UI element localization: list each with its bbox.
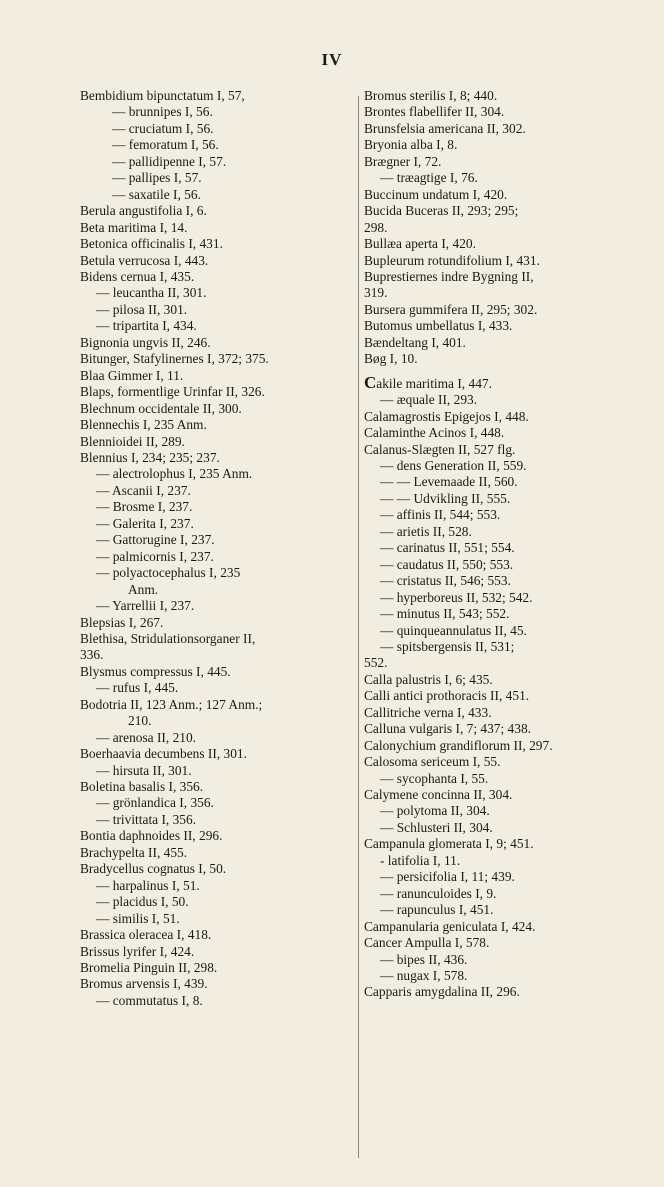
index-entry: — caudatus II, 550; 553. xyxy=(380,556,514,572)
index-entry: Bontia daphnoides II, 296. xyxy=(80,828,223,844)
index-entry: — harpalinus I, 51. xyxy=(96,877,200,893)
index-entry: Bupleurum rotundifolium I, 431. xyxy=(364,252,540,268)
index-entry: Brontes flabellifer II, 304. xyxy=(364,104,505,120)
index-entry: — quinqueannulatus II, 45. xyxy=(380,622,527,638)
index-entry: — saxatile I, 56. xyxy=(112,186,201,202)
index-entry: Calluna vulgaris I, 7; 437; 438. xyxy=(364,721,531,737)
index-entry: — nugax I, 578. xyxy=(380,968,468,984)
index-entry: Calosoma sericeum I, 55. xyxy=(364,754,501,770)
index-entry: Calamagrostis Epigejos I, 448. xyxy=(364,408,529,424)
page-number: IV xyxy=(321,50,343,69)
index-entry: — hirsuta II, 301. xyxy=(96,762,192,778)
index-entry: — pallipes I, 57. xyxy=(112,170,202,186)
index-entry: Calymene concinna II, 304. xyxy=(364,787,513,803)
index-entry: Blysmus compressus I, 445. xyxy=(80,663,231,679)
index-entry: — arietis II, 528. xyxy=(380,523,472,539)
index-entry: Bradycellus cognatus I, 50. xyxy=(80,861,227,877)
index-entry: Blennechis I, 235 Anm. xyxy=(80,417,207,433)
index-entry: — pallidipenne I, 57. xyxy=(112,153,227,169)
index-entry: Bodotria II, 123 Anm.; 127 Anm.; xyxy=(80,696,263,712)
index-entry: Brassica oleracea I, 418. xyxy=(80,927,212,943)
index-entry: Cancer Ampulla I, 578. xyxy=(364,935,490,951)
index-entry: 319. xyxy=(364,285,388,301)
index-entry: — affinis II, 544; 553. xyxy=(380,507,501,523)
index-entry: — Galerita I, 237. xyxy=(96,515,194,531)
index-entry: — Yarrellii I, 237. xyxy=(96,598,195,614)
index-entry: — hyperboreus II, 532; 542. xyxy=(380,589,533,605)
index-entry: Bændeltang I, 401. xyxy=(364,334,466,350)
index-entry: Calanus-Slægten II, 527 flg. xyxy=(364,441,516,457)
index-entry: Buprestiernes indre Bygning II, xyxy=(364,268,534,284)
index-entry: 552. xyxy=(364,655,388,671)
index-entry: — Brosme I, 237. xyxy=(96,499,193,515)
index-entry: — persicifolia I, 11; 439. xyxy=(380,869,515,885)
index-entry: Bromus sterilis I, 8; 440. xyxy=(364,88,498,103)
index-entry: — grönlandica I, 356. xyxy=(96,795,214,811)
index-entry: — carinatus II, 551; 554. xyxy=(380,540,515,556)
index-entry: — brunnipes I, 56. xyxy=(112,104,213,120)
index-entry: Brægner I, 72. xyxy=(364,153,442,169)
index-entry: Boerhaavia decumbens II, 301. xyxy=(80,746,247,762)
index-entry: — cruciatum I, 56. xyxy=(112,120,214,136)
index-entry: Bromus arvensis I, 439. xyxy=(80,976,208,992)
index-entry: Boletina basalis I, 356. xyxy=(80,779,204,795)
index-entry: — polyactocephalus I, 235 xyxy=(96,565,241,581)
index-entry: Campanula glomerata I, 9; 451. xyxy=(364,836,534,852)
index-entry: — pilosa II, 301. xyxy=(96,301,188,317)
index-entry: Betula verrucosa I, 443. xyxy=(80,252,209,268)
index-entry: Blethisa, Stridulationsorganer II, xyxy=(80,630,256,646)
index-entry: — leucantha II, 301. xyxy=(96,285,207,301)
index-entry: Berula angustifolia I, 6. xyxy=(80,203,207,219)
index-entry: Blepsias I, 267. xyxy=(80,614,164,630)
index-entry: Brachypelta II, 455. xyxy=(80,844,188,860)
index-entry: — sycophanta I, 55. xyxy=(380,770,489,786)
index-entry: — tripartita I, 434. xyxy=(96,318,197,334)
index-entry: Bursera gummifera II, 295; 302. xyxy=(364,301,538,317)
index-entry: — alectrolophus I, 235 Anm. xyxy=(96,466,253,482)
index-entry: Betonica officinalis I, 431. xyxy=(80,236,223,252)
index-entry: — — Levemaade II, 560. xyxy=(380,474,518,490)
index-entry: — bipes II, 436. xyxy=(380,951,468,967)
index-entry: Calonychium grandiflorum II, 297. xyxy=(364,737,553,753)
index-entry: Blaps, formentlige Urinfar II, 326. xyxy=(80,384,265,400)
index-column-right xyxy=(364,88,658,1001)
index-entry: 298. xyxy=(364,219,388,235)
index-entry: — arenosa II, 210. xyxy=(96,729,197,745)
index-entry: — minutus II, 543; 552. xyxy=(380,606,510,622)
index-entry: Blechnum occidentale II, 300. xyxy=(80,400,242,416)
index-entry: — placidus I, 50. xyxy=(96,894,189,910)
index-entry: — dens Generation II, 559. xyxy=(380,457,527,473)
index-entry: Calaminthe Acinos I, 448. xyxy=(364,425,505,441)
index-entry: Calli antici prothoracis II, 451. xyxy=(364,688,530,704)
index-entry: Calla palustris I, 6; 435. xyxy=(364,671,493,687)
index-entry: — cristatus II, 546; 553. xyxy=(380,573,511,589)
index-entry: — commutatus I, 8. xyxy=(96,992,203,1008)
index-entry: Bitunger, Stafylinernes I, 372; 375. xyxy=(80,351,269,367)
index-entry: 336. xyxy=(80,647,104,663)
column-divider xyxy=(358,96,359,1158)
index-entry: - latifolia I, 11. xyxy=(380,852,461,868)
index-entry: — spitsbergensis II, 531; xyxy=(380,638,515,654)
section-gap xyxy=(364,368,658,375)
index-entry: Bidens cernua I, 435. xyxy=(80,268,195,284)
index-entry: Bucida Buceras II, 293; 295; xyxy=(364,203,519,219)
index-entry: — femoratum I, 56. xyxy=(112,137,219,153)
index-entry: — — Udvikling II, 555. xyxy=(380,490,511,506)
index-entry: Campanularia geniculata I, 424. xyxy=(364,918,536,934)
index-entry: — Gattorugine I, 237. xyxy=(96,532,215,548)
index-entry: Bembidium bipunctatum I, 57, xyxy=(80,88,245,103)
index-entry: Bignonia ungvis II, 246. xyxy=(80,334,211,350)
index-entry: Capparis amygdalina II, 296. xyxy=(364,984,520,1000)
index-entry: Blennioidei II, 289. xyxy=(80,433,185,449)
index-entry: — similis I, 51. xyxy=(96,910,180,926)
index-entry: Brunsfelsia americana II, 302. xyxy=(364,120,526,136)
index-entry: Anm. xyxy=(128,581,159,597)
index-entry: Bryonia alba I, 8. xyxy=(364,137,458,153)
index-entry: Beta maritima I, 14. xyxy=(80,219,188,235)
index-entry: Buccinum undatum I, 420. xyxy=(364,186,508,202)
index-entry: 210. xyxy=(128,713,152,729)
index-entry: — polytoma II, 304. xyxy=(380,803,490,819)
index-entry: — rufus I, 445. xyxy=(96,680,179,696)
index-entry: — træagtige I, 76. xyxy=(380,170,478,186)
index-entry: — æquale II, 293. xyxy=(380,392,478,408)
index-entry: Blennius I, 234; 235; 237. xyxy=(80,449,220,465)
index-entry: — trivittata I, 356. xyxy=(96,811,197,827)
index-entry: Butomus umbellatus I, 433. xyxy=(364,318,513,334)
index-entry: — Schlusteri II, 304. xyxy=(380,819,493,835)
index-entry: — ranunculoides I, 9. xyxy=(380,885,497,901)
index-entry: Bromelia Pinguin II, 298. xyxy=(80,960,218,976)
index-entry: — palmicornis I, 237. xyxy=(96,548,214,564)
index-entry: — Ascanii I, 237. xyxy=(96,482,191,498)
index-entry: — rapunculus I, 451. xyxy=(380,902,494,918)
index-column-left xyxy=(80,88,356,1009)
index-entry: Brissus lyrifer I, 424. xyxy=(80,943,195,959)
index-entry: Callitriche verna I, 433. xyxy=(364,704,492,720)
index-entry: Bøg I, 10. xyxy=(364,351,418,367)
index-entry: Cakile maritima I, 447. xyxy=(364,372,492,392)
index-entry: Blaa Gimmer I, 11. xyxy=(80,367,184,383)
index-entry: Bullæa aperta I, 420. xyxy=(364,236,476,252)
